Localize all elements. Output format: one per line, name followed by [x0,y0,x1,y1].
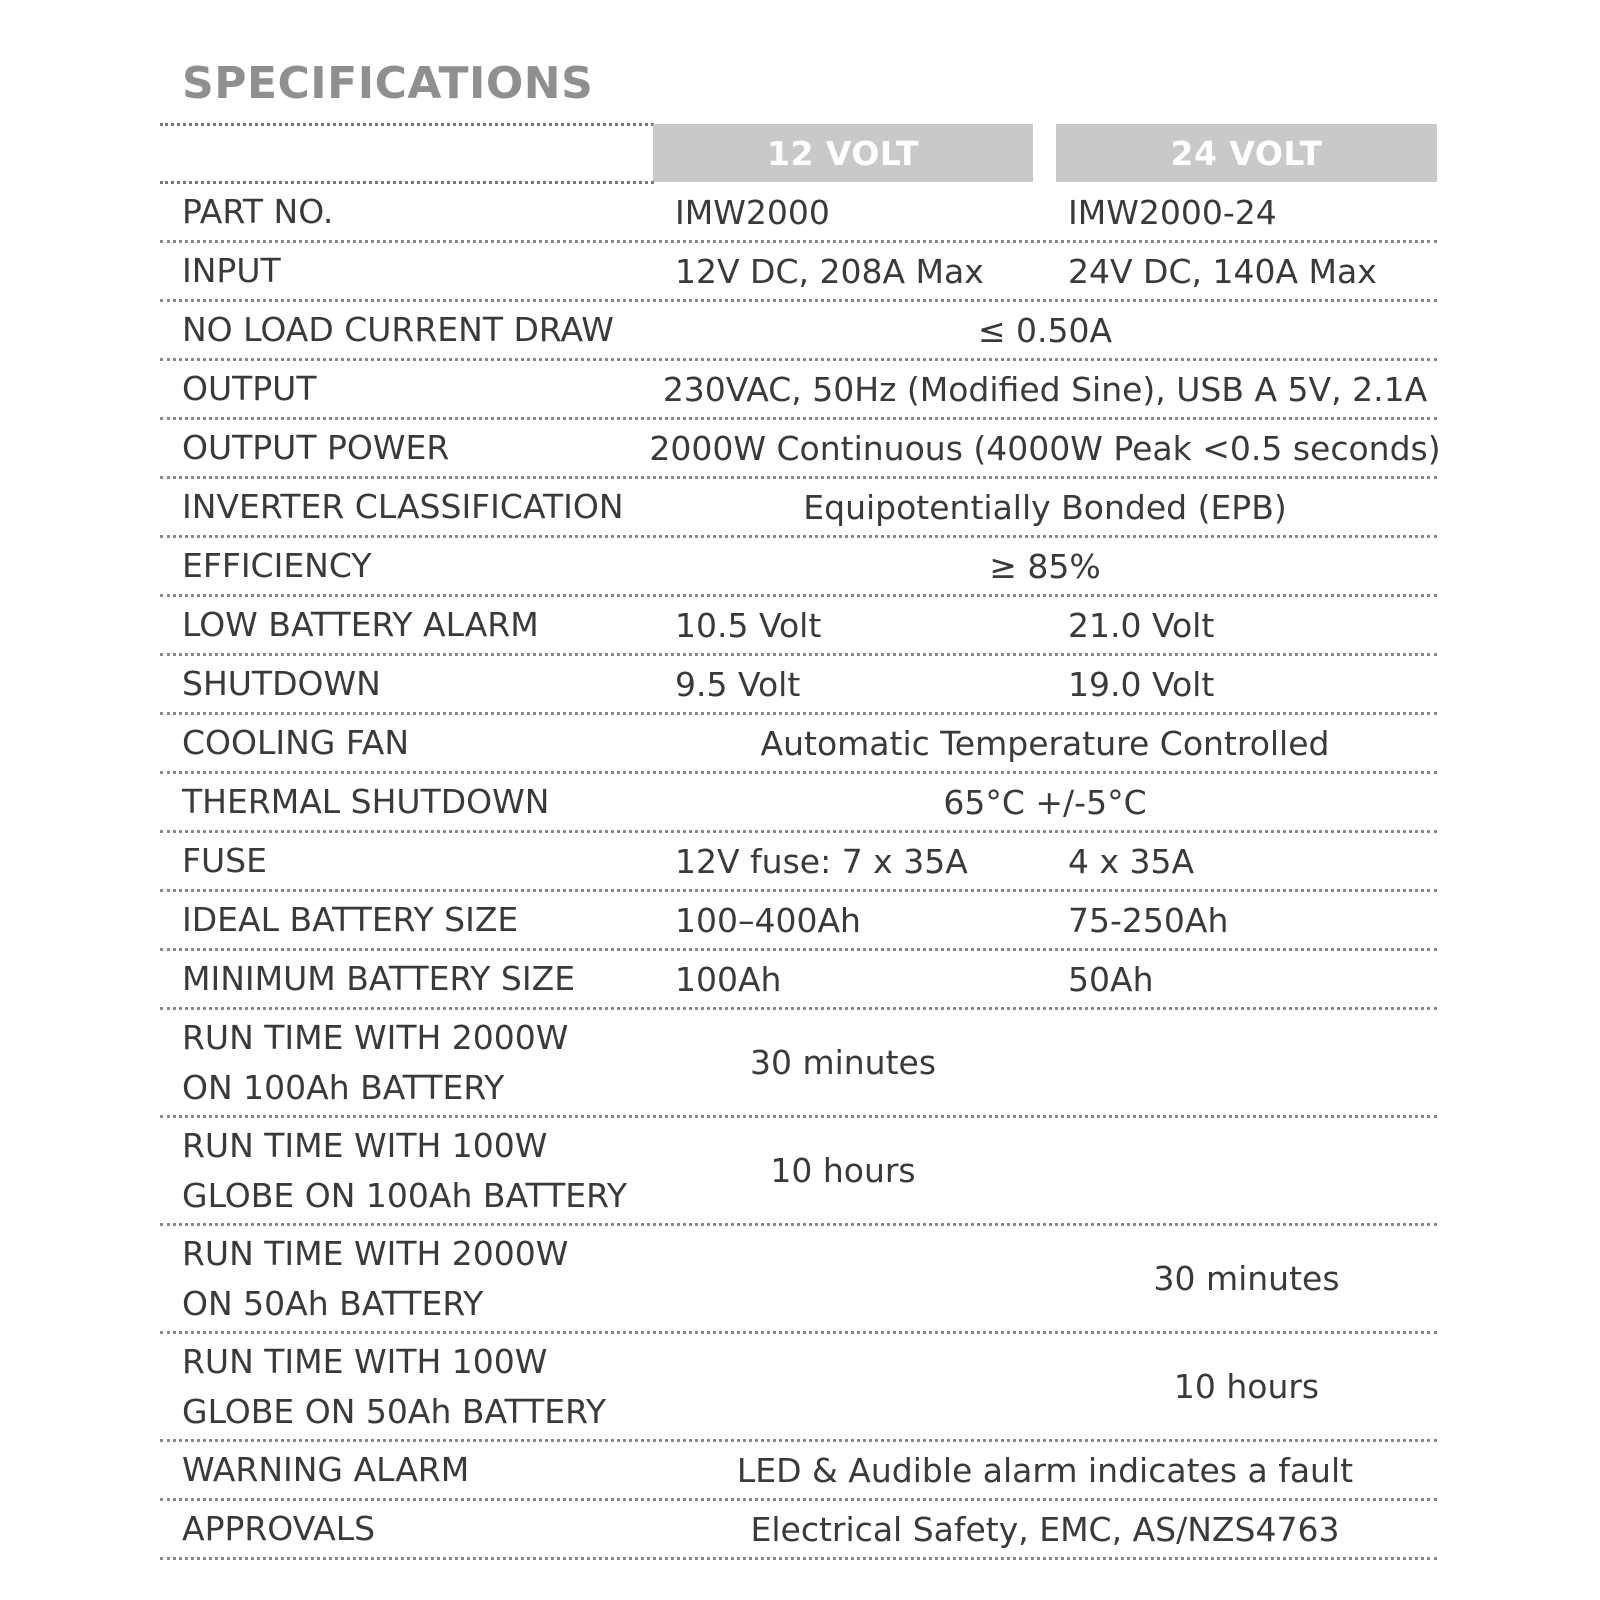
table-row-efficiency [160,538,1437,597]
row-label: FUSE [182,841,267,880]
row-label: WARNING ALARM [182,1450,470,1489]
row-label: INPUT [182,251,281,290]
row-label: SHUTDOWN [182,664,381,703]
row-label: LOW BATTERY ALARM [182,605,539,644]
spec-table [160,184,1441,1560]
value-24v: 21.0 Volt [1068,605,1215,645]
value-24v: 4 x 35A [1068,841,1195,881]
value-24v: 19.0 Volt [1068,664,1215,704]
value-both: Automatic Temperature Controlled [760,723,1330,763]
table-row-fuse [160,833,1437,892]
value-24v: 30 minutes [1153,1259,1340,1298]
table-row-thermal-shutdown [160,774,1437,833]
table-row-no-load-current [160,302,1437,361]
table-row-shutdown [160,656,1437,715]
value-24v: 10 hours [1173,1367,1320,1406]
value-both: Electrical Safety, EMC, AS/NZS4763 [750,1509,1340,1549]
row-label: OUTPUT POWER [182,428,450,467]
value-12v: 100–400Ah [675,900,861,940]
row-label-line-2: ON 50Ah BATTERY [182,1283,484,1323]
table-row-input [160,243,1437,302]
value-24v: 75-250Ah [1068,900,1229,940]
row-label: THERMAL SHUTDOWN [182,782,550,821]
row-label-line-1: RUN TIME WITH 2000W [182,1017,569,1057]
row-label: EFFICIENCY [182,546,372,585]
table-row-warning-alarm [160,1442,1437,1501]
row-label-line-2: GLOBE ON 50Ah BATTERY [182,1391,607,1431]
row-label-line-1: RUN TIME WITH 100W [182,1125,548,1165]
row-label: APPROVALS [182,1509,376,1548]
table-row-run-time-100w-100ah [160,1118,1437,1226]
row-label: MINIMUM BATTERY SIZE [182,959,576,998]
table-row-minimum-battery-size [160,951,1437,1010]
table-row-approvals [160,1501,1437,1560]
value-24v: IMW2000-24 [1068,192,1277,232]
value-both: ≤ 0.50A [977,310,1113,350]
value-12v: 100Ah [675,959,782,999]
value-24v: 24V DC, 140A Max [1068,251,1377,291]
row-label: IDEAL BATTERY SIZE [182,900,519,939]
row-label: INVERTER CLASSIFICATION [182,487,624,526]
specifications-sheet [160,0,1441,1600]
value-12v: IMW2000 [675,192,830,232]
table-row-low-battery-alarm [160,597,1437,656]
value-12v: 12V fuse: 7 x 35A [675,841,968,881]
value-12v: 30 minutes [749,1043,937,1082]
row-label [182,1226,662,1331]
divider [160,123,654,126]
row-label: NO LOAD CURRENT DRAW [182,310,614,349]
value-both: 230VAC, 50Hz (Modified Sine), USB A 5V, 2.1A [662,369,1428,409]
value-both: 65°C +/-5°C [943,782,1147,822]
value-12v: 9.5 Volt [675,664,801,704]
row-label: PART NO. [182,192,334,231]
value-both: LED & Audible alarm indicates a fault [736,1450,1354,1490]
row-label: OUTPUT [182,369,317,408]
table-row-inverter-classification [160,479,1437,538]
value-12v: 12V DC, 208A Max [675,251,984,291]
row-label [182,1334,662,1439]
row-label-line-1: RUN TIME WITH 2000W [182,1233,569,1273]
row-label: COOLING FAN [182,723,410,762]
table-row-run-time-2000w-100ah [160,1010,1437,1118]
row-label-line-1: RUN TIME WITH 100W [182,1341,548,1381]
table-row-run-time-2000w-50ah [160,1226,1437,1334]
row-label [182,1118,662,1223]
column-header-24-volt: 24 VOLT [1056,124,1437,182]
row-label-line-2: ON 100Ah BATTERY [182,1067,505,1107]
row-label-line-2: GLOBE ON 100Ah BATTERY [182,1175,628,1215]
value-12v: 10.5 Volt [675,605,822,645]
table-row-cooling-fan [160,715,1437,774]
value-12v: 10 hours [770,1151,916,1190]
table-row-output-power [160,420,1441,479]
page-title: SPECIFICATIONS [182,58,594,109]
value-24v: 50Ah [1068,959,1154,999]
row-label [182,1010,662,1115]
value-both: Equipotentially Bonded (EPB) [803,487,1287,527]
value-both: ≥ 85% [989,546,1101,586]
table-row-output [160,361,1437,420]
table-row-ideal-battery-size [160,892,1437,951]
column-header-12-volt: 12 VOLT [653,124,1033,182]
table-row-run-time-100w-50ah [160,1334,1437,1442]
value-both: 2000W Continuous (4000W Peak <0.5 seconds) [649,428,1441,468]
table-row-part-no [160,184,1437,243]
